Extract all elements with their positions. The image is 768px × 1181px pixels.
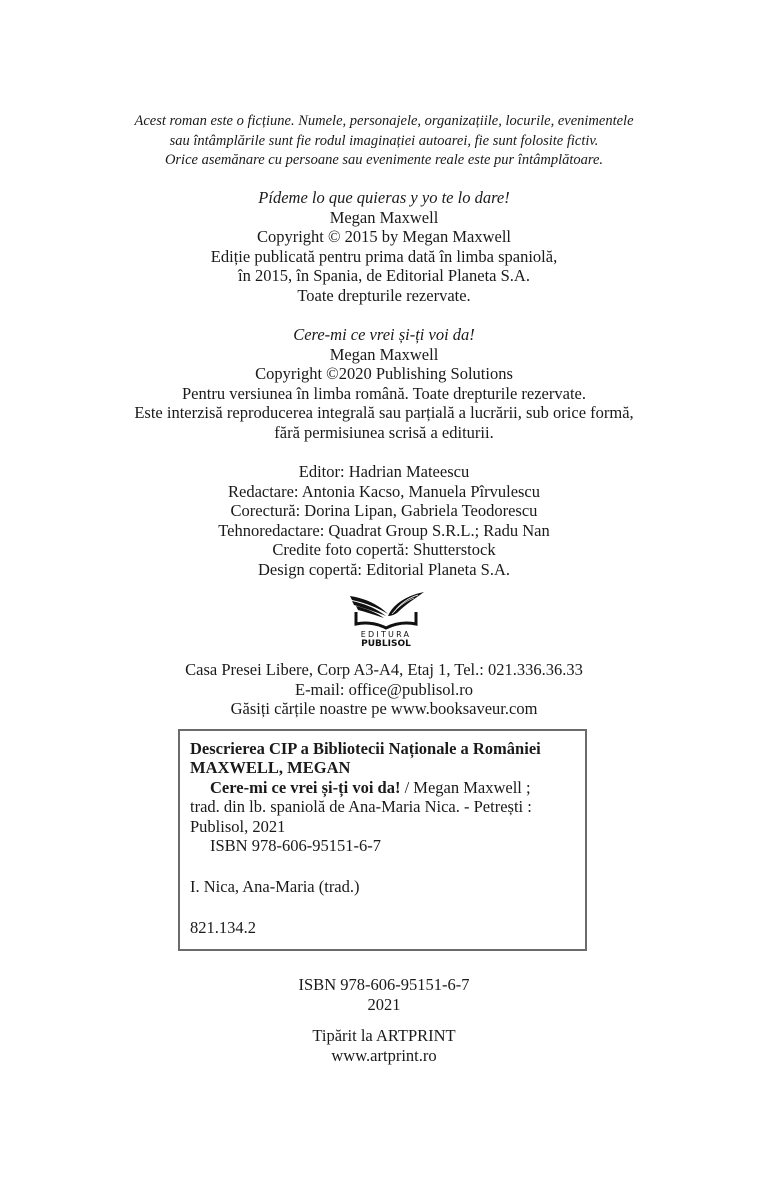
publisher-logo — [344, 590, 428, 654]
original-copyright: Copyright © 2015 by Megan Maxwell — [256, 227, 512, 246]
original-published-line: Ediție publicată pentru prima dată în limba spaniolă, — [210, 246, 558, 266]
cip-translator-entry: I. Nica, Ana-Maria (trad.) — [190, 877, 360, 896]
footer-printer: Tipărit la ARTPRINT — [312, 1026, 456, 1045]
cip-translation: trad. din lb. spaniolă de Ana-Maria Nica. - Petrești : — [190, 797, 532, 816]
credit-redactare: Redactare: Antonia Kacso, Manuela Pîrvulescu — [227, 481, 541, 501]
credit-editor: Editor: Hadrian Mateescu — [298, 462, 470, 481]
disclaimer-line: Orice asemănare cu persoane sau evenimente reale este pur întâmplătoare. — [164, 152, 604, 168]
credit-corectura: Corectură: Dorina Lipan, Gabriela Teodorescu — [230, 501, 538, 520]
cip-isbn: ISBN 978-606-95151-6-7 — [210, 836, 381, 855]
cip-heading: Descrierea CIP a Bibliotecii Naționale a României — [190, 739, 541, 758]
publisher-email: E-mail: office@publisol.ro — [294, 679, 474, 699]
book-quill-logo-icon — [344, 590, 428, 630]
prohibition-line: fără permisiunea scrisă a editurii. — [274, 422, 494, 442]
disclaimer-line: Acest roman este o ficțiune. Numele, personajele, organizațiile, locurile, evenimentele — [134, 113, 634, 129]
credit-foto: Credite foto copertă: Shutterstock — [272, 540, 496, 559]
romanian-title: Cere-mi ce vrei și-ți voi da! — [293, 325, 475, 344]
footer-isbn: ISBN 978-606-95151-6-7 — [298, 975, 470, 994]
publisher-contact — [0, 660, 768, 719]
original-rights: Toate drepturile rezervate. — [297, 285, 471, 305]
footer-isbn-block — [0, 975, 768, 1014]
publisher-website: Găsiți cărțile noastre pe www.booksaveur.com — [230, 699, 538, 718]
cip-title-rest: / Megan Maxwell ; — [400, 778, 531, 797]
prohibition-line: Este interzisă reproducerea integrală sau parțială a lucrării, sub orice formă, — [134, 403, 634, 422]
cip-title-line — [190, 778, 531, 798]
original-author: Megan Maxwell — [329, 207, 439, 227]
cip-publisher: Publisol, 2021 — [190, 817, 286, 836]
cip-title: Cere-mi ce vrei și-ți voi da! — [210, 778, 401, 797]
romanian-copyright: Copyright ©2020 Publishing Solutions — [255, 364, 513, 383]
romanian-edition-info — [0, 325, 768, 442]
logo-text-publisol: PUBLISOL — [361, 639, 411, 649]
cip-description-box — [178, 729, 587, 951]
logo-text-editura: EDITURA — [360, 630, 412, 639]
disclaimer-line: sau întâmplările sunt fie rodul imaginației autoarei, fie sunt folosite fictiv. — [169, 132, 599, 149]
cip-classification: 821.134.2 — [190, 918, 256, 937]
romanian-author: Megan Maxwell — [329, 344, 439, 364]
footer-year: 2021 — [367, 994, 401, 1014]
original-edition-info — [0, 188, 768, 305]
romanian-rights: Pentru versiunea în limba română. Toate drepturile rezervate. — [181, 383, 586, 403]
original-title: Pídeme lo que quieras y yo te lo dare! — [258, 188, 510, 207]
footer-printer-block — [0, 1026, 768, 1065]
publisher-address: Casa Presei Libere, Corp A3-A4, Etaj 1, Tel.: 021.336.36.33 — [185, 660, 583, 679]
cip-author: MAXWELL, MEGAN — [190, 758, 351, 777]
original-published-line: în 2015, în Spania, de Editorial Planeta S.A. — [238, 266, 530, 285]
credits — [0, 462, 768, 579]
footer-printer-website: www.artprint.ro — [331, 1045, 437, 1065]
credit-tehnoredactare: Tehnoredactare: Quadrat Group S.R.L.; Radu Nan — [218, 520, 550, 540]
fiction-disclaimer — [0, 112, 768, 171]
credit-design: Design copertă: Editorial Planeta S.A. — [257, 559, 511, 579]
